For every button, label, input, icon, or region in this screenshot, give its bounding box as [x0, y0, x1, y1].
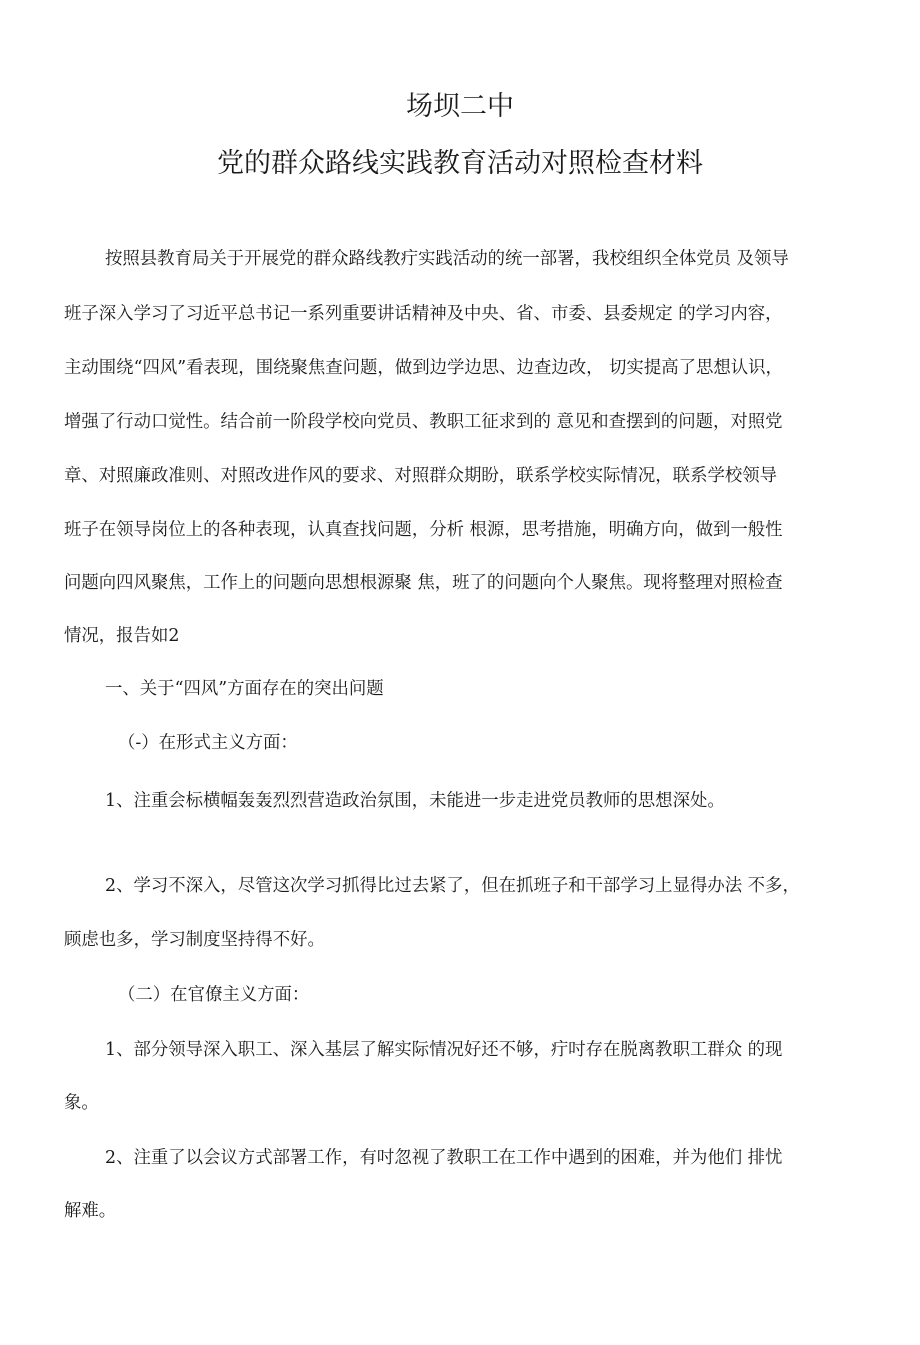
intro-line-4: 增强了行动口觉性。结合前一阶段学校向党员、教职工征求到的 意见和查摆到的问题，对照党 [64, 412, 783, 432]
intro-line-6: 班子在领导岗位上的各种表现，认真查找问题，分析 根源，思考措施，明确方向，做到一般性 [64, 520, 783, 540]
intro-line-3: 主动围绕“四风”看表现，围绕聚焦查问题，做到边学边思、边查边改， 切实提高了思想认识， [64, 358, 783, 378]
item-2-1-line-2: 象。 [64, 1093, 99, 1113]
item-2-2-line-2: 解难。 [64, 1201, 117, 1221]
subsection-heading-1: （-）在形式主义方面： [118, 733, 298, 753]
intro-line-5: 章、对照廉政准则、对照改进作风的要求、对照群众期盼，联系学校实际情况，联系学校领导 [64, 466, 778, 486]
intro-line-7: 问题向四风聚焦，工作上的问题向思想根源聚 焦，班了的问题向个人聚焦。现将整理对照检查 [64, 573, 783, 593]
subsection-heading-2: （二）在官僚主义方面： [118, 985, 310, 1005]
document-title: 党的群众路线实践教育活动对照检查材料 [217, 148, 703, 179]
school-name-title: 场坝二中 [406, 91, 514, 122]
item-2-2-line-1: 2、注重了以会议方式部署工作，有吋忽视了教职工在工作中遇到的困难，并为他们 排忧 [105, 1148, 783, 1168]
item-2-1-line-1: 1、部分领导深入职工、深入基层了解实际情况好还不够，疔吋存在脱离教职工群众 的现 [105, 1040, 783, 1060]
item-1-2-line-1: 2、学习不深入，尽管这次学习抓得比过去紧了，但在抓班子和干部学习上显得办法 不多， [105, 876, 800, 896]
section-heading-1: 一、关于“四风”方面存在的突出问题 [105, 679, 384, 699]
item-1-1: 1、注重会标横幅轰轰烈烈营造政治氛围，未能进一步走进党员教师的思想深处。 [105, 791, 725, 811]
item-1-2-line-2: 顾虑也多，学习制度坚持得不好。 [64, 930, 325, 950]
intro-line-1: 按照县教育局关于开展党的群众路线教疔实践活动的统一部署，我校组织全体党员 及领导 [105, 249, 789, 269]
intro-line-8: 情况，报告如2 [64, 626, 180, 646]
intro-line-2: 班子深入学习了习近平总书记一系列重要讲话精神及中央、省、市委、县委规定 的学习内容， [64, 304, 783, 324]
